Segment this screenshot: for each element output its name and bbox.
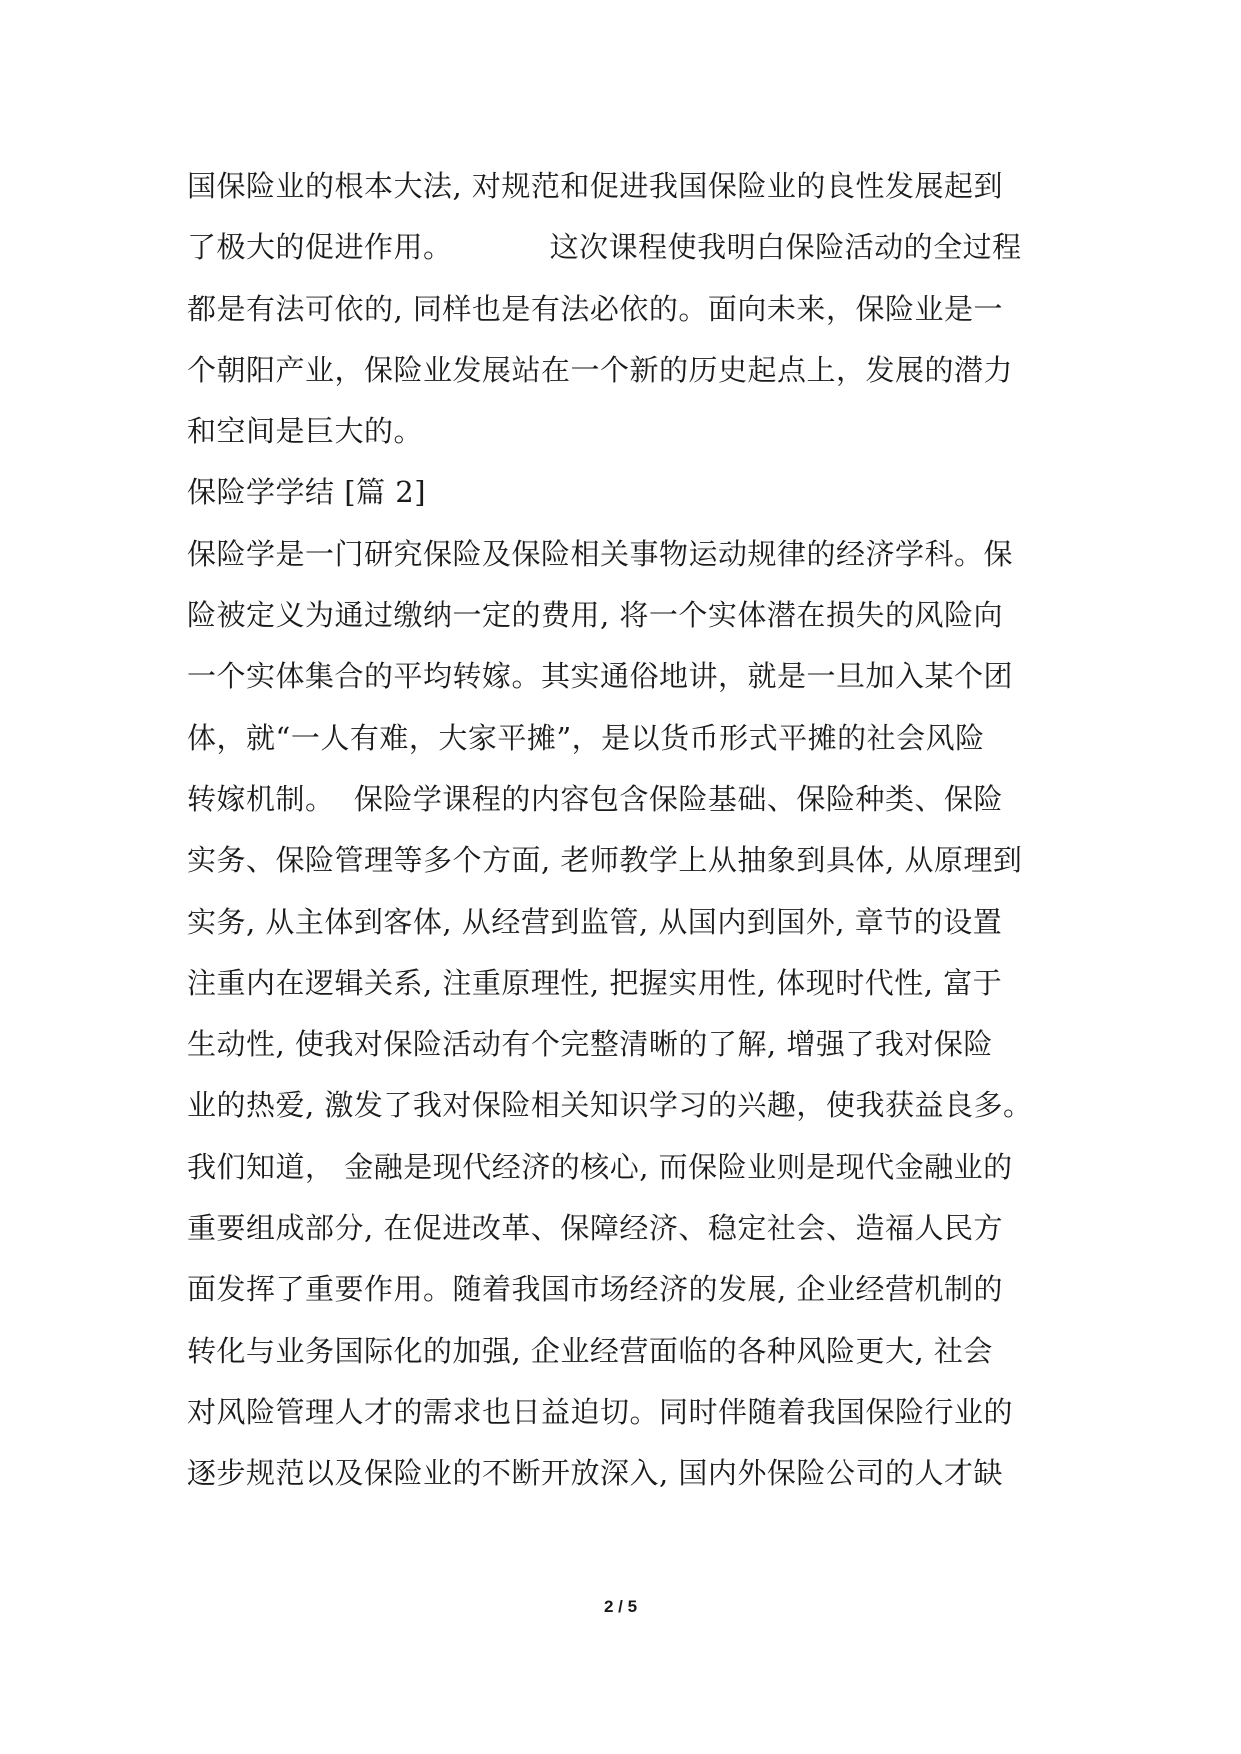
text-line: 我们知道， 金融是现代经济的核心, 而保险业则是现代金融业的	[187, 1149, 1013, 1184]
document-body	[187, 156, 1067, 1505]
text-line: 一个实体集合的平均转嫁。其实通俗地讲，就是一旦加入某个团	[187, 659, 1014, 694]
page-number: 2 / 5	[603, 1597, 638, 1616]
text-line: 实务, 从主体到客体, 从经营到监管, 从国内到国外, 章节的设置	[187, 904, 1003, 939]
text-line: 和空间是巨大的。	[187, 414, 424, 449]
text-line: 逐步规范以及保险业的不断开放深入, 国内外保险公司的人才缺	[187, 1456, 1003, 1491]
text-line: 体，就“一人有难，大家平摊”，是以货币形式平摊的社会风险	[187, 720, 985, 755]
text-line: 保险学是一门研究保险及保险相关事物运动规律的经济学科。保	[187, 536, 1014, 571]
section-heading: 保险学学结 [篇 2]	[187, 475, 427, 510]
text-line: 重要组成部分, 在促进改革、保障经济、稳定社会、造福人民方	[187, 1211, 1003, 1246]
text-line: 国保险业的根本大法, 对规范和促进我国保险业的良性发展起到	[187, 169, 1003, 203]
text-line: 对风险管理人才的需求也日益迫切。同时伴随着我国保险行业的	[187, 1394, 1014, 1429]
text-line: 都是有法可依的, 同样也是有法必依的。面向未来，保险业是一	[187, 291, 1003, 326]
text-line: 转化与业务国际化的加强, 企业经营面临的各种风险更大, 社会	[187, 1333, 993, 1368]
text-line: 生动性, 使我对保险活动有个完整清晰的了解, 增强了我对保险	[187, 1027, 993, 1062]
text-line: 面发挥了重要作用。随着我国市场经济的发展, 企业经营机制的	[187, 1272, 1003, 1307]
text-line: 险被定义为通过缴纳一定的费用, 将一个实体潜在损失的风险向	[187, 598, 1003, 633]
text-line: 业的热爱, 激发了我对保险相关知识学习的兴趣，使我获益良多。	[187, 1088, 1033, 1123]
text-line: 实务、保险管理等多个方面, 老师教学上从抽象到具体, 从原理到	[187, 843, 1023, 878]
text-line: 转嫁机制。 保险学课程的内容包含保险基础、保险种类、保险	[187, 781, 1003, 816]
text-line: 个朝阳产业，保险业发展站在一个新的历史起点上，发展的潜力	[187, 352, 1014, 387]
text-line: 注重内在逻辑关系, 注重原理性, 把握实用性, 体现时代性, 富于	[187, 965, 1003, 1000]
text-line: 了极大的促进作用。 这次课程使我明白保险活动的全过程	[187, 230, 1022, 265]
